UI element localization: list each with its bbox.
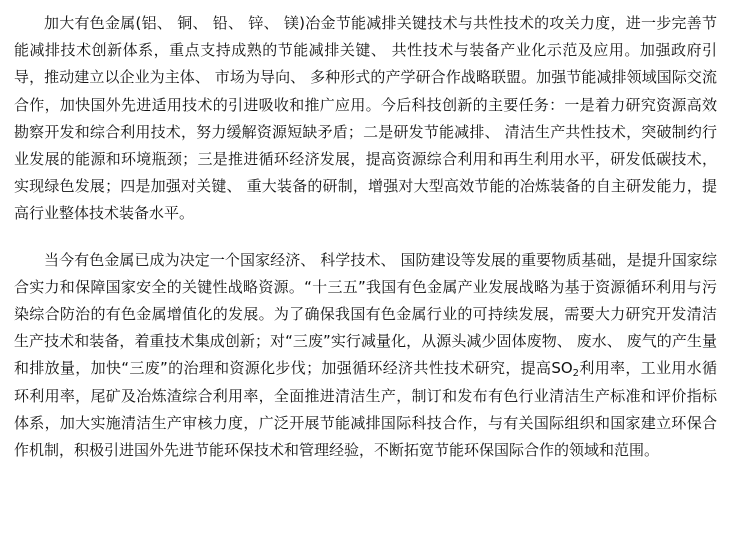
paragraph-2-text-after: 利用率，工业用水循环利用率，尾矿及冶炼渣综合利用率，全面推进清洁生产，制订和发布有色行业清洁生产标准和评价指标体系，加大实施清洁生产审核力度，广泛开展节能减排国际科技合作，与有关国际组织和国家建立环保合作机制，积极引进国外先进节能环保技术和管理经验，不断拓宽节能环保国际合作的领域和范围。 <box>14 359 717 460</box>
document-body <box>14 10 717 464</box>
paragraph-1 <box>14 10 717 228</box>
paragraph-2-text-before: 当今有色金属已成为决定一个国家经济、 科学技术、 国防建设等发展的重要物质基础，是提升国家综合实力和保障国家安全的关键性战略资源。“十三五”我国有色金属产业发展战略为基于资源循环利用与污染综合防治的有色金属增值化的发展。为了确保我国有色金属行业的可持续发展，需要大力研究开发清洁生产技术和装备，着重技术集成创新；对“三废”实行减量化，从源头减少固体废物、 废水、 废气的产生量和排放量，加快“三废”的治理和资源化步伐；加强循环经济共性技术研究，提高SO <box>14 250 717 378</box>
so2-subscript: 2 <box>572 368 580 380</box>
paragraph-2 <box>14 247 717 465</box>
paragraph-1-text: 加大有色金属(铝、 铜、 铅、 锌、 镁)冶金节能减排关键技术与共性技术的攻关力度，进一步完善节能减排技术创新体系，重点支持成熟的节能减排关键、 共性技术与装备产业化示范及应用。加强政府引导，推动建立以企业为主体、 市场为导向、 多种形式的产学研合作战略联盟。加强节能减排领域国际交流合作，加快国外先进适用技术的引进吸收和推广应用。今后科技创新的主要任务：一是着力研究资源高效勘察开发和综合利用技术，努力缓解资源短缺矛盾；二是研发节能减排、 清洁生产共性技术，突破制约行业发展的能源和环境瓶颈；三是推进循环经济发展，提高资源综合利用和再生利用水平，研发低碳技术，实现绿色发展；四是加强对关键、 重大装备的研制，增强对大型高效节能的冶炼装备的自主研发能力，提高行业整体技术装备水平。 <box>14 14 717 223</box>
